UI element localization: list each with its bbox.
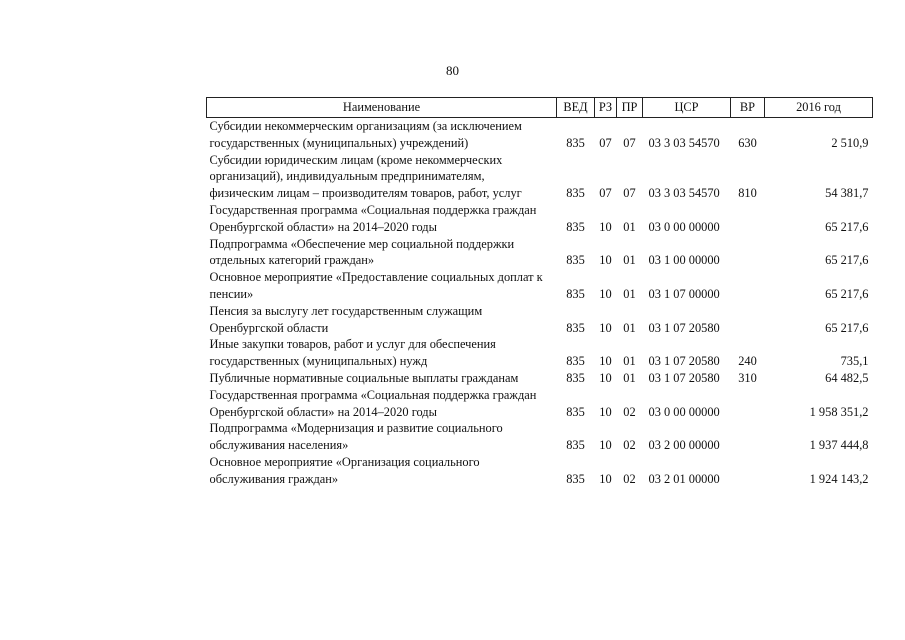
row-pr: 07: [623, 186, 636, 201]
budget-table: [206, 97, 873, 488]
row-name: Субсидии некоммерческим организациям (за исключением государственных (муниципальных) учреждений): [209, 119, 522, 150]
row-rz: 10: [599, 404, 612, 419]
table-header: [207, 98, 873, 118]
row-vr: 810: [738, 186, 757, 201]
row-csr: 03 2 01 00000: [648, 471, 720, 486]
row-rz: 10: [599, 219, 612, 234]
row-vr: 240: [738, 354, 757, 369]
table-row: [207, 420, 873, 454]
row-csr: 03 3 03 54570: [648, 135, 720, 150]
table-row: [207, 269, 873, 303]
row-ved: 835: [566, 186, 585, 201]
row-pr: 01: [623, 219, 636, 234]
table-row: [207, 336, 873, 370]
table-row: [207, 387, 873, 421]
table-row: [207, 152, 873, 202]
row-rz: 10: [599, 286, 612, 301]
row-csr: 03 0 00 00000: [648, 219, 720, 234]
row-rz: 10: [599, 320, 612, 335]
header-vr: ВР: [731, 98, 765, 118]
table-row: [207, 303, 873, 337]
row-amount: 65 217,6: [825, 320, 869, 335]
row-amount: 1 958 351,2: [809, 404, 869, 419]
row-amount: 735,1: [840, 354, 869, 369]
row-rz: 10: [599, 253, 612, 268]
row-name: Подпрограмма «Обеспечение мер социальной поддержки отдельных категорий граждан»: [209, 236, 515, 268]
table-body: [207, 118, 873, 488]
row-pr: 01: [623, 354, 636, 369]
row-pr: 07: [623, 135, 636, 150]
row-ved: 835: [566, 320, 585, 335]
row-vr: [731, 303, 765, 337]
header-pr: ПР: [617, 98, 643, 118]
row-amount: 2 510,9: [831, 135, 869, 150]
row-name: Основное мероприятие «Предоставление социальных доплат к пенсии»: [209, 270, 543, 301]
row-vr: 630: [738, 135, 757, 150]
row-ved: 835: [566, 370, 585, 385]
row-pr: 02: [623, 404, 636, 419]
row-csr: 03 0 00 00000: [648, 404, 720, 419]
row-rz: 07: [599, 135, 612, 150]
row-pr: 02: [623, 438, 636, 453]
header-year: 2016 год: [765, 98, 873, 118]
row-rz: 10: [599, 354, 612, 369]
row-vr: [731, 454, 765, 488]
row-vr: [731, 269, 765, 303]
row-csr: 03 2 00 00000: [648, 438, 720, 453]
row-vr: [731, 202, 765, 236]
table-row: [207, 118, 873, 152]
row-vr: 310: [738, 370, 757, 385]
row-pr: 01: [623, 253, 636, 268]
table-row: [207, 236, 873, 270]
row-rz: 07: [599, 186, 612, 201]
row-rz: 10: [599, 471, 612, 486]
table-row: [207, 454, 873, 488]
row-ved: 835: [566, 253, 585, 268]
row-vr: [731, 387, 765, 421]
row-name: Публичные нормативные социальные выплаты гражданам: [209, 370, 519, 385]
row-amount: 65 217,6: [825, 219, 869, 234]
row-ved: 835: [566, 354, 585, 369]
row-name: Государственная программа «Социальная поддержка граждан Оренбургской области» на 2014–2020 годы: [209, 387, 537, 419]
row-rz: 10: [599, 370, 612, 385]
row-csr: 03 3 03 54570: [648, 186, 720, 201]
row-csr: 03 1 07 20580: [648, 320, 720, 335]
header-ved: ВЕД: [557, 98, 595, 118]
row-amount: 65 217,6: [825, 286, 869, 301]
row-amount: 54 381,7: [825, 186, 869, 201]
row-vr: [731, 420, 765, 454]
row-ved: 835: [566, 135, 585, 150]
row-pr: 01: [623, 370, 636, 385]
row-name: Основное мероприятие «Организация социального обслуживания граждан»: [209, 454, 480, 486]
row-ved: 835: [566, 219, 585, 234]
row-amount: 65 217,6: [825, 253, 869, 268]
row-name: Подпрограмма «Модернизация и развитие социального обслуживания населения»: [209, 421, 503, 453]
page-number: 80: [446, 63, 459, 78]
row-amount: 64 482,5: [825, 370, 869, 385]
row-ved: 835: [566, 286, 585, 301]
header-row: [207, 98, 873, 118]
row-name: Иные закупки товаров, работ и услуг для обеспечения государственных (муниципальных) нужд: [209, 337, 496, 369]
header-rz: РЗ: [595, 98, 617, 118]
row-csr: 03 1 07 20580: [648, 370, 720, 385]
row-pr: 02: [623, 471, 636, 486]
row-amount: 1 937 444,8: [809, 438, 869, 453]
row-vr: [731, 236, 765, 270]
row-csr: 03 1 00 00000: [648, 253, 720, 268]
table-row: [207, 370, 873, 387]
row-ved: 835: [566, 404, 585, 419]
row-name: Субсидии юридическим лицам (кроме некоммерческих организаций), индивидуальным предпринимателям, физическим лицам – производителям товаров, работ, услуг: [209, 152, 522, 201]
row-name: Пенсия за выслугу лет государственным служащим Оренбургской области: [209, 303, 483, 335]
row-ved: 835: [566, 471, 585, 486]
row-rz: 10: [599, 438, 612, 453]
row-name: Государственная программа «Социальная поддержка граждан Оренбургской области» на 2014–2020 годы: [209, 202, 537, 234]
row-pr: 01: [623, 320, 636, 335]
row-amount: 1 924 143,2: [809, 471, 869, 486]
header-name: Наименование: [207, 98, 557, 118]
row-csr: 03 1 07 20580: [648, 354, 720, 369]
header-csr: ЦСР: [643, 98, 731, 118]
row-csr: 03 1 07 00000: [648, 286, 720, 301]
table-row: [207, 202, 873, 236]
row-pr: 01: [623, 286, 636, 301]
row-ved: 835: [566, 438, 585, 453]
